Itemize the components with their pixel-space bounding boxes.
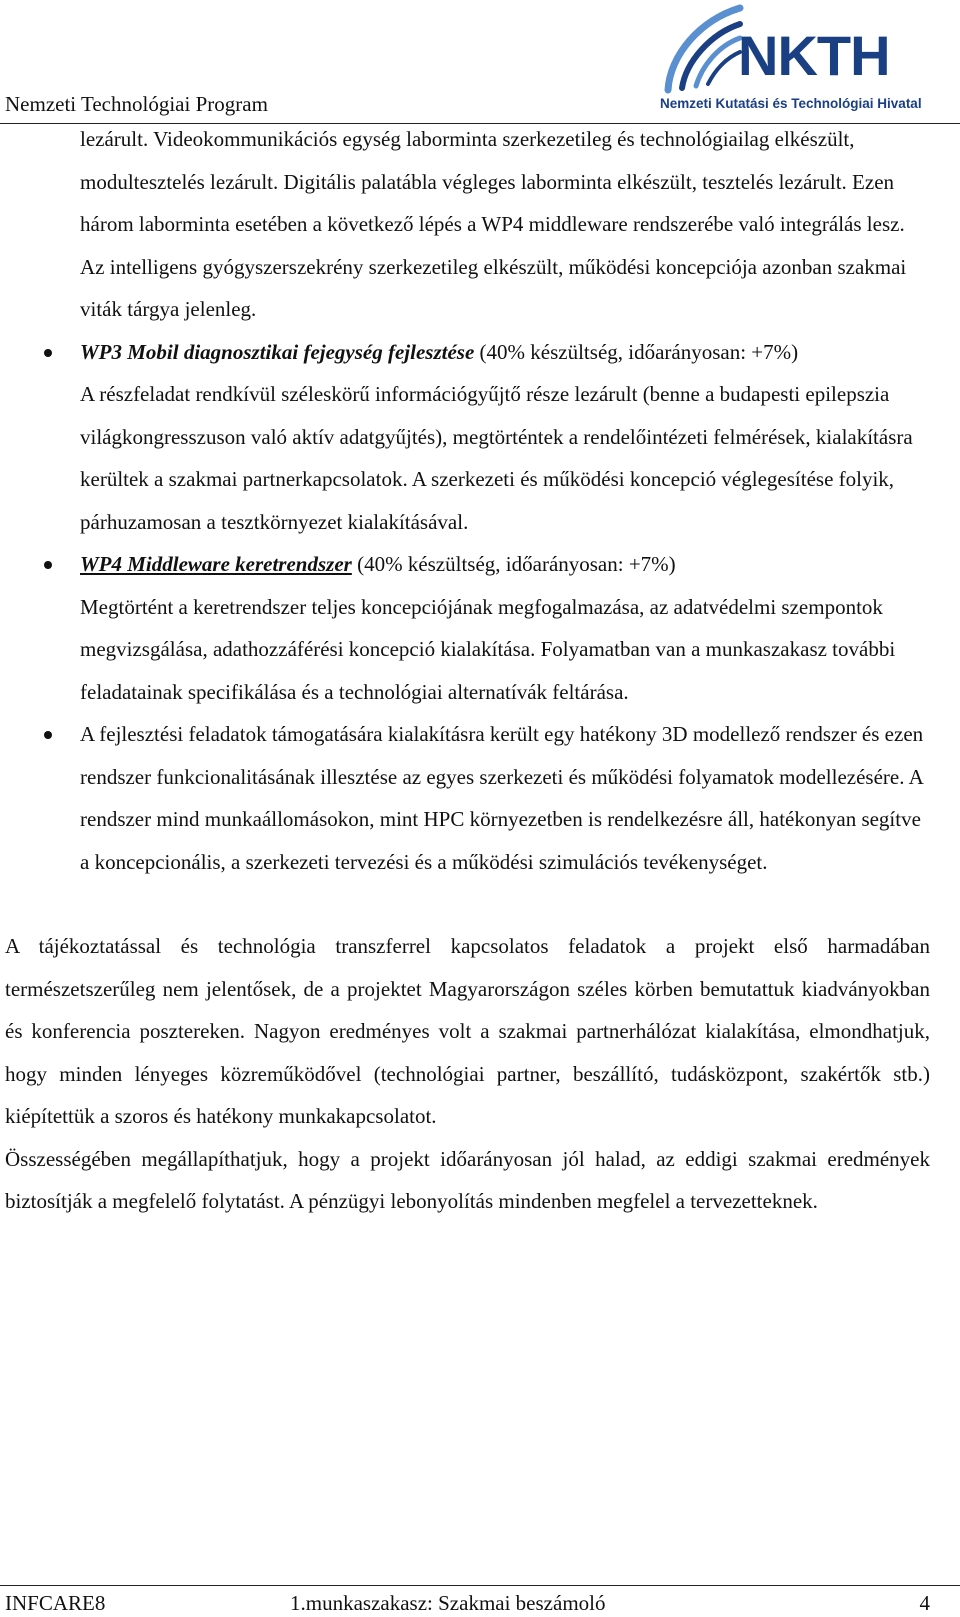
program-name: Nemzeti Technológiai Program — [5, 92, 268, 116]
bullet-icon — [44, 561, 52, 569]
list-item — [0, 713, 960, 883]
wp3-title: WP3 Mobil diagnosztikai fejegység fejlesztése — [80, 339, 475, 364]
wp4-body: Megtörtént a keretrendszer teljes koncepciójának megfogalmazása, az adatvédelmi szempontok megvizsgálása, adathozzáférési koncepció kialakítása. Folyamatban van a munkaszakasz további feladatainak specifikálása és a technológiai alternatívák feltárása. — [80, 594, 896, 704]
footer-report-title: 1.munkaszakasz: Szakmai beszámoló — [290, 1591, 606, 1615]
page-footer — [0, 1585, 960, 1617]
list-item — [0, 543, 960, 713]
footer-project-code: INFCARE8 — [5, 1591, 106, 1615]
wp4-title: WP4 Middleware keretrendszer — [80, 552, 352, 576]
footer-divider — [0, 1585, 960, 1586]
wp3-status: (40% készültség, időarányosan: +7%) — [474, 339, 799, 364]
list-item — [0, 331, 960, 544]
continuation-paragraph: lezárult. Videokommunikációs egység laborminta szerkezetileg és technológiailag elkészült, modultesztelés lezárult. Digitális palatábla végleges laborminta elkészült, tesztelés lezárult. Ezen három laborminta esetében a következő lépés a WP4 middleware rendszerébe való integrálás lesz. Az intelligens gyógyszerszekrény szerkezetileg elkészült, működési koncepciója azonban szakmai viták tárgya jelenleg. — [80, 127, 907, 321]
bullet-icon — [44, 349, 52, 357]
document-body — [0, 118, 960, 1223]
continuation-text — [0, 118, 960, 331]
modeling-body: A fejlesztési feladatok támogatására kialakításra került egy hatékony 3D modellező rendszer és ezen rendszer funkcionalitásának illesztése az egyes szerkezeti és működési folyamatok modellezésére. A rendszer mind munkaállomásokon, mint HPC környezetben is rendelkezésre áll, hatékonyan segítve a koncepcionális, a szerkezeti tervezési és a működési szimulációs tevékenységet. — [80, 722, 924, 874]
logo-text: NKTH — [738, 24, 890, 87]
paragraph-summary: Összességében megállapíthatjuk, hogy a projekt időarányosan jól halad, az eddigi szakmai eredmények biztosítják a megfelelő folytatást. A pénzügyi lebonyolítás mindenben megfelel a tervezetteknek. — [5, 1146, 930, 1213]
page-number: 4 — [919, 1591, 930, 1615]
paragraph-technology-transfer: A tájékoztatással és technológia transzferrel kapcsolatos feladatok a projekt első harmadában természetszerűleg nem jelentősek, de a projektet Magyarországon széles körben bemutattuk kiadványokban és konferencia posztereken. Nagyon eredményes volt a szakmai partnerhálózat kialakítása, elmondhatjuk, hogy minden lényeges közreműködővel (technológiai partner, beszállító, tudásközpont, szakértők stb.) kiépítettük a szoros és hatékony munkakapcsolatot. — [5, 934, 930, 1128]
page-header — [0, 0, 960, 125]
wp4-status: (40% készültség, időarányosan: +7%) — [351, 552, 676, 576]
logo-subtitle: Nemzeti Kutatási és Technológiai Hivatal — [660, 96, 922, 111]
wp3-body: A részfeladat rendkívül széleskörű információgyűjtő része lezárult (benne a budapesti epilepszia világkongresszuson való aktív adatgyűjtés), megtörténtek a rendelőintézeti felmérések, kialakításra kerültek a szakmai partnerkapcsolatok. A szerkezeti és működési koncepció véglegesítése folyik, párhuzamosan a tesztkörnyezet kialakításával. — [80, 382, 913, 534]
bullet-icon — [44, 731, 52, 739]
